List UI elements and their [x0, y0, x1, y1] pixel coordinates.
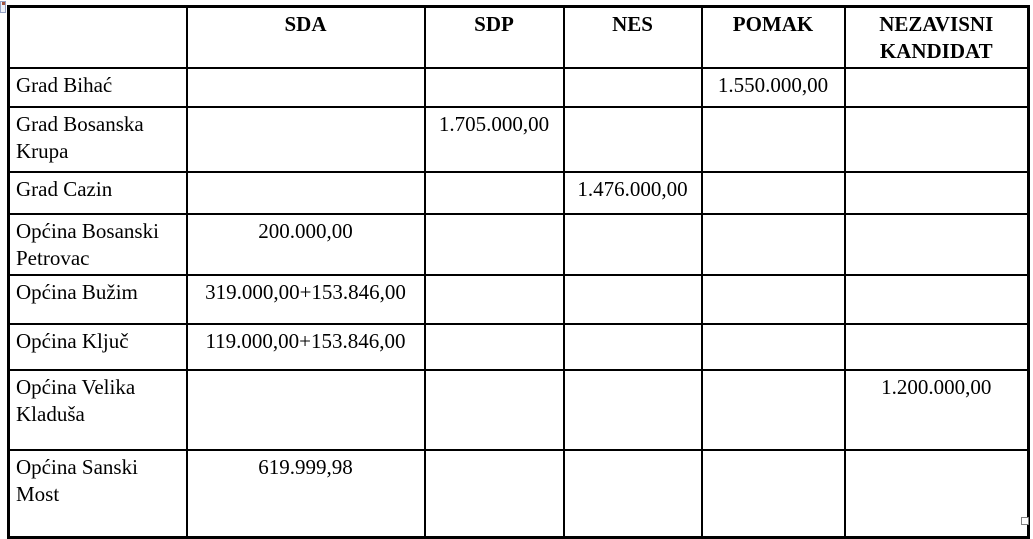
cell-pomak — [702, 370, 845, 450]
cell-pomak — [702, 172, 845, 214]
table-row-grad-bihac — [9, 68, 1029, 107]
header-pomak: POMAK — [702, 7, 845, 69]
cell-sdp — [425, 275, 564, 324]
cell-nes — [564, 450, 702, 537]
municipality-funding-table — [7, 5, 1030, 539]
cell-nes — [564, 370, 702, 450]
cell-sda: 319.000,00+153.846,00 — [187, 275, 425, 324]
cell-nes — [564, 275, 702, 324]
cell-nes — [564, 107, 702, 172]
cell-sda — [187, 370, 425, 450]
cell-sda — [187, 68, 425, 107]
header-row — [9, 7, 1029, 69]
header-nezavisni-kandidat: NEZAVISNI KANDIDAT — [845, 7, 1029, 69]
cell-sda — [187, 172, 425, 214]
cell-pomak — [702, 275, 845, 324]
row-label: Općina Sanski Most — [9, 450, 187, 537]
table-resize-handle-icon[interactable] — [1021, 517, 1029, 525]
row-label: Grad Bihać — [9, 68, 187, 107]
cell-sdp — [425, 68, 564, 107]
row-label: Općina Ključ — [9, 324, 187, 370]
header-sda: SDA — [187, 7, 425, 69]
cell-nezavisni — [845, 275, 1029, 324]
cell-sda: 619.999,98 — [187, 450, 425, 537]
row-label: Općina Bosanski Petrovac — [9, 214, 187, 275]
cell-nezavisni: 1.200.000,00 — [845, 370, 1029, 450]
cell-nes: 1.476.000,00 — [564, 172, 702, 214]
cell-sdp — [425, 172, 564, 214]
cell-sda: 119.000,00+153.846,00 — [187, 324, 425, 370]
cell-nes — [564, 324, 702, 370]
cell-pomak — [702, 214, 845, 275]
row-label: Općina Velika Kladuša — [9, 370, 187, 450]
cell-nezavisni — [845, 172, 1029, 214]
cell-nezavisni — [845, 450, 1029, 537]
cell-sdp — [425, 214, 564, 275]
cell-nes — [564, 214, 702, 275]
cell-sdp — [425, 450, 564, 537]
header-nes: NES — [564, 7, 702, 69]
cell-sdp — [425, 324, 564, 370]
cell-nezavisni — [845, 324, 1029, 370]
cell-nezavisni — [845, 214, 1029, 275]
cell-sdp — [425, 370, 564, 450]
cell-pomak — [702, 324, 845, 370]
cell-nezavisni — [845, 68, 1029, 107]
table-row-opcina-sanski-most — [9, 450, 1029, 537]
cell-nezavisni — [845, 107, 1029, 172]
table-row-opcina-kljuc — [9, 324, 1029, 370]
table-row-grad-cazin — [9, 172, 1029, 214]
table-move-handle-icon[interactable] — [0, 1, 6, 13]
header-municipality — [9, 7, 187, 69]
table-row-opcina-buzim — [9, 275, 1029, 324]
cell-pomak: 1.550.000,00 — [702, 68, 845, 107]
move-handle-mark-icon — [2, 2, 5, 5]
table-row-opcina-bosanski-petrovac — [9, 214, 1029, 275]
cell-sdp: 1.705.000,00 — [425, 107, 564, 172]
cell-nes — [564, 68, 702, 107]
table-row-grad-bosanska-krupa — [9, 107, 1029, 172]
row-label: Grad Cazin — [9, 172, 187, 214]
cell-pomak — [702, 450, 845, 537]
row-label: Grad Bosanska Krupa — [9, 107, 187, 172]
row-label: Općina Bužim — [9, 275, 187, 324]
cell-sda — [187, 107, 425, 172]
cell-sda: 200.000,00 — [187, 214, 425, 275]
cell-pomak — [702, 107, 845, 172]
header-sdp: SDP — [425, 7, 564, 69]
table-row-opcina-velika-kladusa — [9, 370, 1029, 450]
